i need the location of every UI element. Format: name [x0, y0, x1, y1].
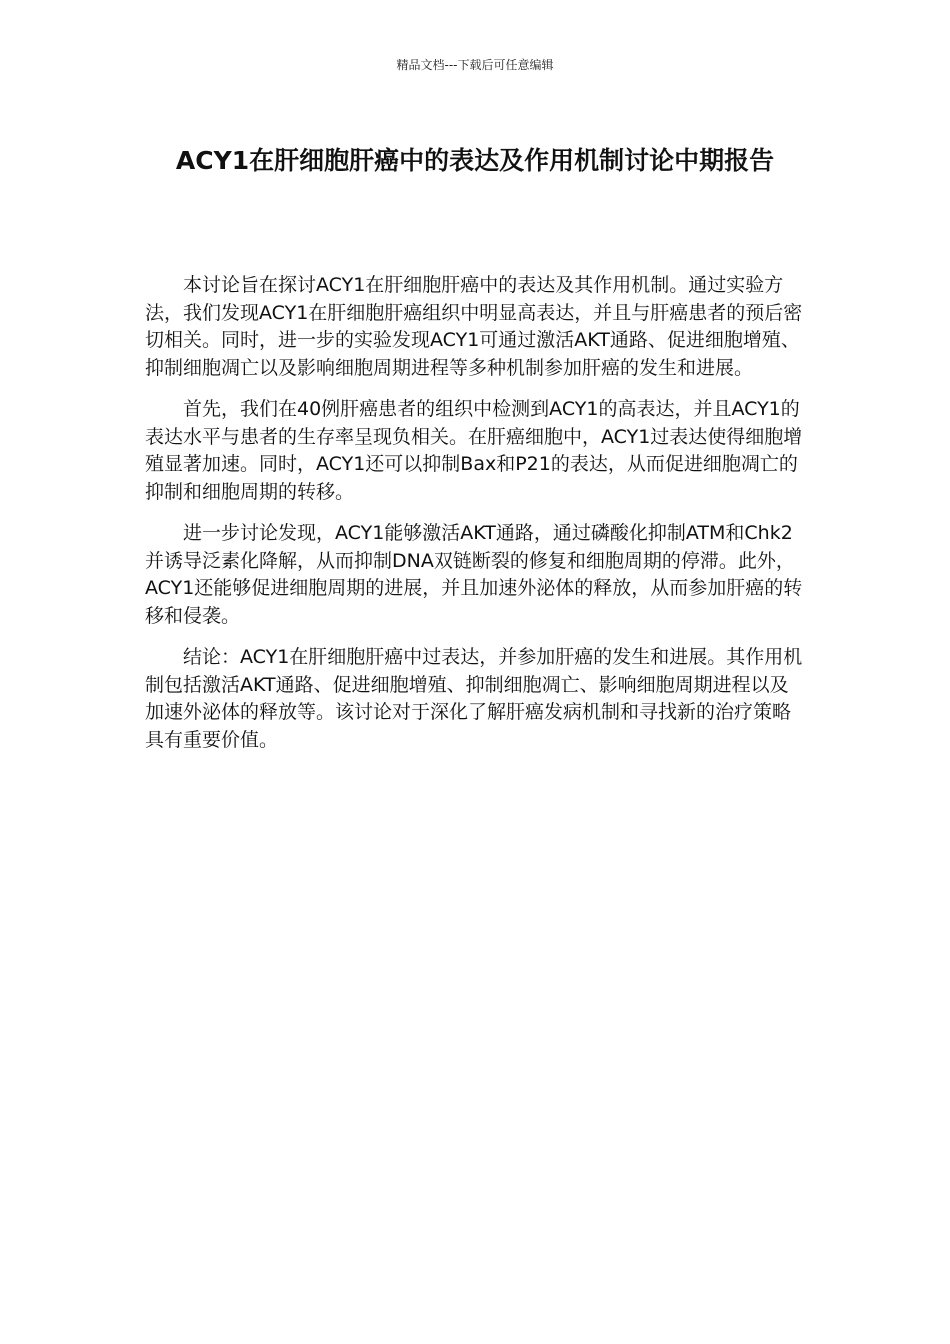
paragraph-findings: 首先，我们在40例肝癌患者的组织中检测到ACY1的高表达，并且ACY1的表达水平与患者的生存率呈现负相关。在肝癌细胞中，ACY1过表达使得细胞增殖显著加速。同时，ACY1还可以抑制Bax和P21的表达，从而促进细胞凋亡的抑制和细胞周期的转移。	[145, 398, 803, 503]
paragraph-intro: 本讨论旨在探讨ACY1在肝细胞肝癌中的表达及其作用机制。通过实验方法，我们发现ACY1在肝细胞肝癌组织中明显高表达，并且与肝癌患者的预后密切相关。同时，进一步的实验发现ACY1可通过激活AKT通路、促进细胞增殖、抑制细胞凋亡以及影响细胞周期进程等多种机制参加肝癌的发生和进展。	[145, 274, 803, 379]
document-body	[145, 272, 805, 768]
document-title: ACY1在肝细胞肝癌中的表达及作用机制讨论中期报告	[175, 146, 775, 175]
paragraph-mechanism: 进一步讨论发现，ACY1能够激活AKT通路，通过磷酸化抑制ATM和Chk2并诱导泛素化降解，从而抑制DNA双链断裂的修复和细胞周期的停滞。此外，ACY1还能够促进细胞周期的进展，并且加速外泌体的释放，从而参加肝癌的转移和侵袭。	[145, 522, 803, 627]
paragraph-conclusion: 结论：ACY1在肝细胞肝癌中过表达，并参加肝癌的发生和进展。其作用机制包括激活AKT通路、促进细胞增殖、抑制细胞凋亡、影响细胞周期进程以及加速外泌体的释放等。该讨论对于深化了解肝癌发病机制和寻找新的治疗策略具有重要价值。	[145, 646, 803, 751]
header-note: 精品文档---下载后可任意编辑	[396, 58, 554, 72]
